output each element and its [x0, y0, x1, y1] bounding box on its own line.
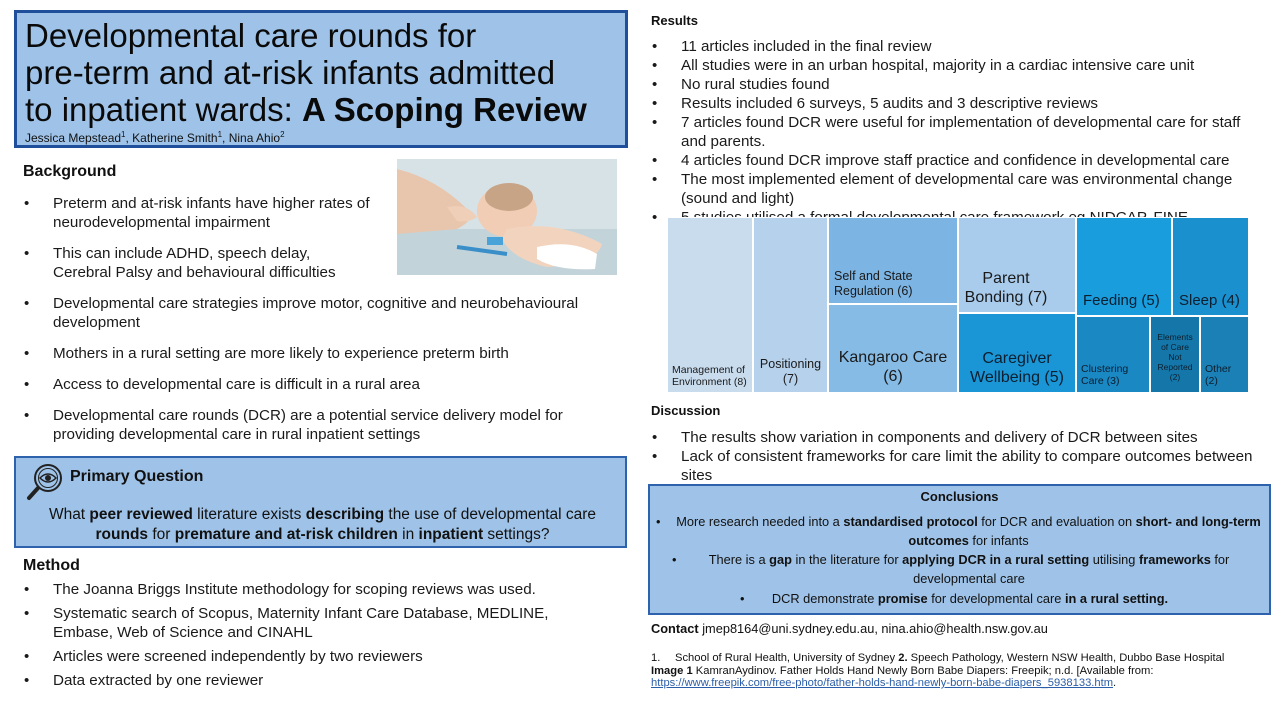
conclusion-emphasis: standardised protocol — [843, 514, 978, 529]
results-list — [651, 37, 1266, 227]
question-segment: in — [397, 526, 419, 543]
question-segment: literature exists — [192, 506, 306, 523]
question-emphasis: premature and at-risk children — [174, 526, 398, 543]
list-item: • The most implemented element of developmental care was environmental change (sound and light) — [651, 170, 1266, 208]
conclusion-segment: There is a — [708, 552, 770, 567]
list-item: • Access to developmental care is difficult in a rural area — [23, 375, 623, 394]
list-item: • No rural studies found — [651, 75, 1266, 94]
treemap-cell — [1076, 316, 1150, 393]
question-emphasis: peer reviewed — [89, 506, 193, 523]
conclusion-segment: utilising — [1089, 552, 1139, 567]
list-item: • The Joanna Briggs Institute methodology for scoping reviews was used. — [23, 580, 608, 599]
affiliation-text: School of Rural Health, University of Sydney — [675, 652, 899, 664]
title-box — [14, 10, 628, 148]
discussion-heading: Discussion — [651, 403, 721, 418]
treemap-cell — [828, 217, 958, 304]
question-segment: settings? — [483, 526, 550, 543]
conclusion-segment: for developmental care — [927, 591, 1065, 606]
list-item: • Data extracted by one reviewer — [23, 671, 608, 690]
discussion-list — [651, 428, 1266, 485]
question-segment: for — [148, 526, 175, 543]
image-credit-end: . — [1113, 677, 1117, 689]
list-item: • This can include ADHD, speech delay, Cerebral Palsy and behavioural difficulties — [23, 244, 623, 282]
title-line-2: pre-term and at-risk infants admitted — [25, 54, 556, 91]
question-emphasis: inpatient — [418, 526, 484, 543]
conclusion-segment: in the literature for — [791, 552, 903, 567]
affiliation-text: Speech Pathology, Western NSW Health, Dubbo Base Hospital — [907, 652, 1225, 664]
list-item: • Preterm and at-risk infants have higher rates of neurodevelopmental impairment — [23, 194, 623, 232]
affiliation-number: 2. — [898, 652, 908, 664]
contact-label: Contact — [651, 621, 699, 636]
list-item: • Results included 6 surveys, 5 audits and 3 descriptive reviews — [651, 94, 1266, 113]
list-item: • 4 articles found DCR improve staff practice and confidence in developmental care — [651, 151, 1266, 170]
method-list — [23, 580, 608, 695]
conclusion-item — [656, 512, 1267, 550]
method-heading: Method — [23, 557, 80, 574]
list-item: • Lack of consistent frameworks for care limit the ability to compare outcomes between sites — [651, 447, 1266, 485]
treemap-label: Elements of Care Not Reported (2) — [1157, 332, 1193, 383]
affiliations — [651, 652, 1251, 665]
conclusion-emphasis: promise — [877, 591, 928, 606]
treemap-cell — [1150, 316, 1200, 393]
author-affiliation: 1 — [121, 130, 126, 139]
poster-title — [25, 17, 617, 128]
question-segment: What — [48, 506, 90, 523]
primary-question-text — [36, 505, 609, 545]
newborn-photo — [397, 159, 617, 275]
conclusion-segment: for DCR and evaluation on — [977, 514, 1136, 529]
conclusions-box — [648, 484, 1271, 615]
treemap-cell — [667, 217, 753, 393]
conclusion-emphasis: gap — [769, 552, 792, 567]
title-line-1: Developmental care rounds for — [25, 17, 477, 54]
treemap-label: Management of Environment (8) — [672, 364, 747, 389]
treemap-label: Other (2) — [1205, 363, 1232, 388]
conclusion-emphasis: short- and long-term outcomes — [908, 514, 1261, 548]
list-item: • Developmental care rounds (DCR) are a potential service delivery model for providing developmental care in rural inpatient settings — [23, 406, 623, 444]
treemap-cell — [1172, 217, 1249, 316]
treemap-label: Sleep (4) — [1179, 292, 1240, 309]
treemap-cell — [958, 217, 1076, 313]
affiliation-number: 1. — [651, 652, 661, 664]
conclusion-item — [740, 589, 1180, 608]
primary-question-heading: Primary Question — [70, 468, 204, 485]
title-emphasis: A Scoping Review — [302, 91, 587, 128]
image-credit-text: KamranAydinov. Father Holds Hand Newly Born Babe Diapers: Freepik; n.d. [Available from: — [692, 664, 1154, 677]
image-credit-label: Image 1 — [651, 664, 693, 677]
author-name: Katherine Smith — [132, 131, 218, 145]
bullet: • — [740, 591, 745, 606]
list-item: • Mothers in a rural setting are more likely to experience preterm birth — [23, 344, 623, 363]
treemap-cell — [1076, 217, 1172, 316]
conclusion-segment: More research needed into a — [676, 514, 844, 529]
treemap-label: Parent Bonding (7) — [964, 270, 1048, 306]
treemap-label: Self and State Regulation (6) — [834, 269, 913, 298]
primary-question-box — [14, 456, 627, 548]
conclusion-emphasis: in a rural setting. — [1064, 591, 1169, 606]
treemap-cell — [1200, 316, 1249, 393]
list-item: • Articles were screened independently by two reviewers — [23, 647, 608, 666]
elements-treemap — [667, 217, 1249, 393]
list-item: • Developmental care strategies improve motor, cognitive and neurobehavioural development — [23, 294, 623, 332]
treemap-label: Clustering Care (3) — [1081, 363, 1129, 388]
conclusion-segment: DCR demonstrate — [771, 591, 878, 606]
list-item: • 7 articles found DCR were useful for implementation of developmental care for staff and parents. — [651, 113, 1266, 151]
author-name: Nina Ahio — [228, 131, 281, 145]
conclusion-segment: for infants — [968, 533, 1029, 548]
image-credit — [651, 665, 1251, 690]
results-heading: Results — [651, 13, 698, 28]
treemap-label: Feeding (5) — [1083, 292, 1160, 309]
list-item: • The results show variation in components and delivery of DCR between sites — [651, 428, 1266, 447]
question-segment: the use of developmental care — [384, 506, 597, 523]
list-item: • All studies were in an urban hospital, majority in a cardiac intensive care unit — [651, 56, 1266, 75]
conclusion-segment: for developmental care — [913, 552, 1230, 586]
treemap-label: Positioning (7) — [759, 357, 822, 386]
references — [651, 652, 1251, 690]
conclusions-heading: Conclusions — [920, 489, 999, 504]
conclusion-item — [672, 550, 1252, 588]
treemap-label: Caregiver Wellbeing (5) — [970, 350, 1064, 386]
treemap-cell — [958, 313, 1076, 393]
image-credit-link[interactable]: https://www.freepik.com/free-photo/father-holds-hand-newly-born-babe-diapers_5938133.htm — [651, 677, 1114, 689]
author-name: Jessica Mepstead — [25, 131, 122, 145]
contact-line — [651, 621, 1048, 636]
author-affiliation: 1 — [217, 130, 223, 139]
background-heading: Background — [23, 163, 117, 180]
question-emphasis: describing — [305, 506, 385, 523]
bullet: • — [656, 514, 661, 529]
treemap-cell — [828, 304, 958, 393]
eye-magnifier-icon — [24, 461, 66, 503]
bullet: • — [672, 552, 677, 567]
list-item: • 11 articles included in the final review — [651, 37, 1266, 56]
treemap-cell — [753, 217, 828, 393]
question-emphasis: rounds — [95, 526, 149, 543]
conclusion-emphasis: frameworks — [1138, 552, 1211, 567]
title-line-3: to inpatient wards: — [25, 91, 302, 128]
list-item: • Systematic search of Scopus, Maternity Infant Care Database, MEDLINE, Embase, Web of Science and CINAHL — [23, 604, 608, 642]
conclusion-emphasis: applying DCR in a rural setting — [902, 552, 1090, 567]
author-affiliation: 2 — [280, 130, 285, 139]
contact-emails[interactable]: jmep8164@uni.sydney.edu.au, nina.ahio@health.nsw.gov.au — [702, 621, 1048, 636]
authors: Jessica Mepstead$^1$, Katherine Smith$^1$, Nina Ahio$^2$ — [25, 130, 285, 145]
treemap-label: Kangaroo Care (6) — [838, 349, 948, 385]
